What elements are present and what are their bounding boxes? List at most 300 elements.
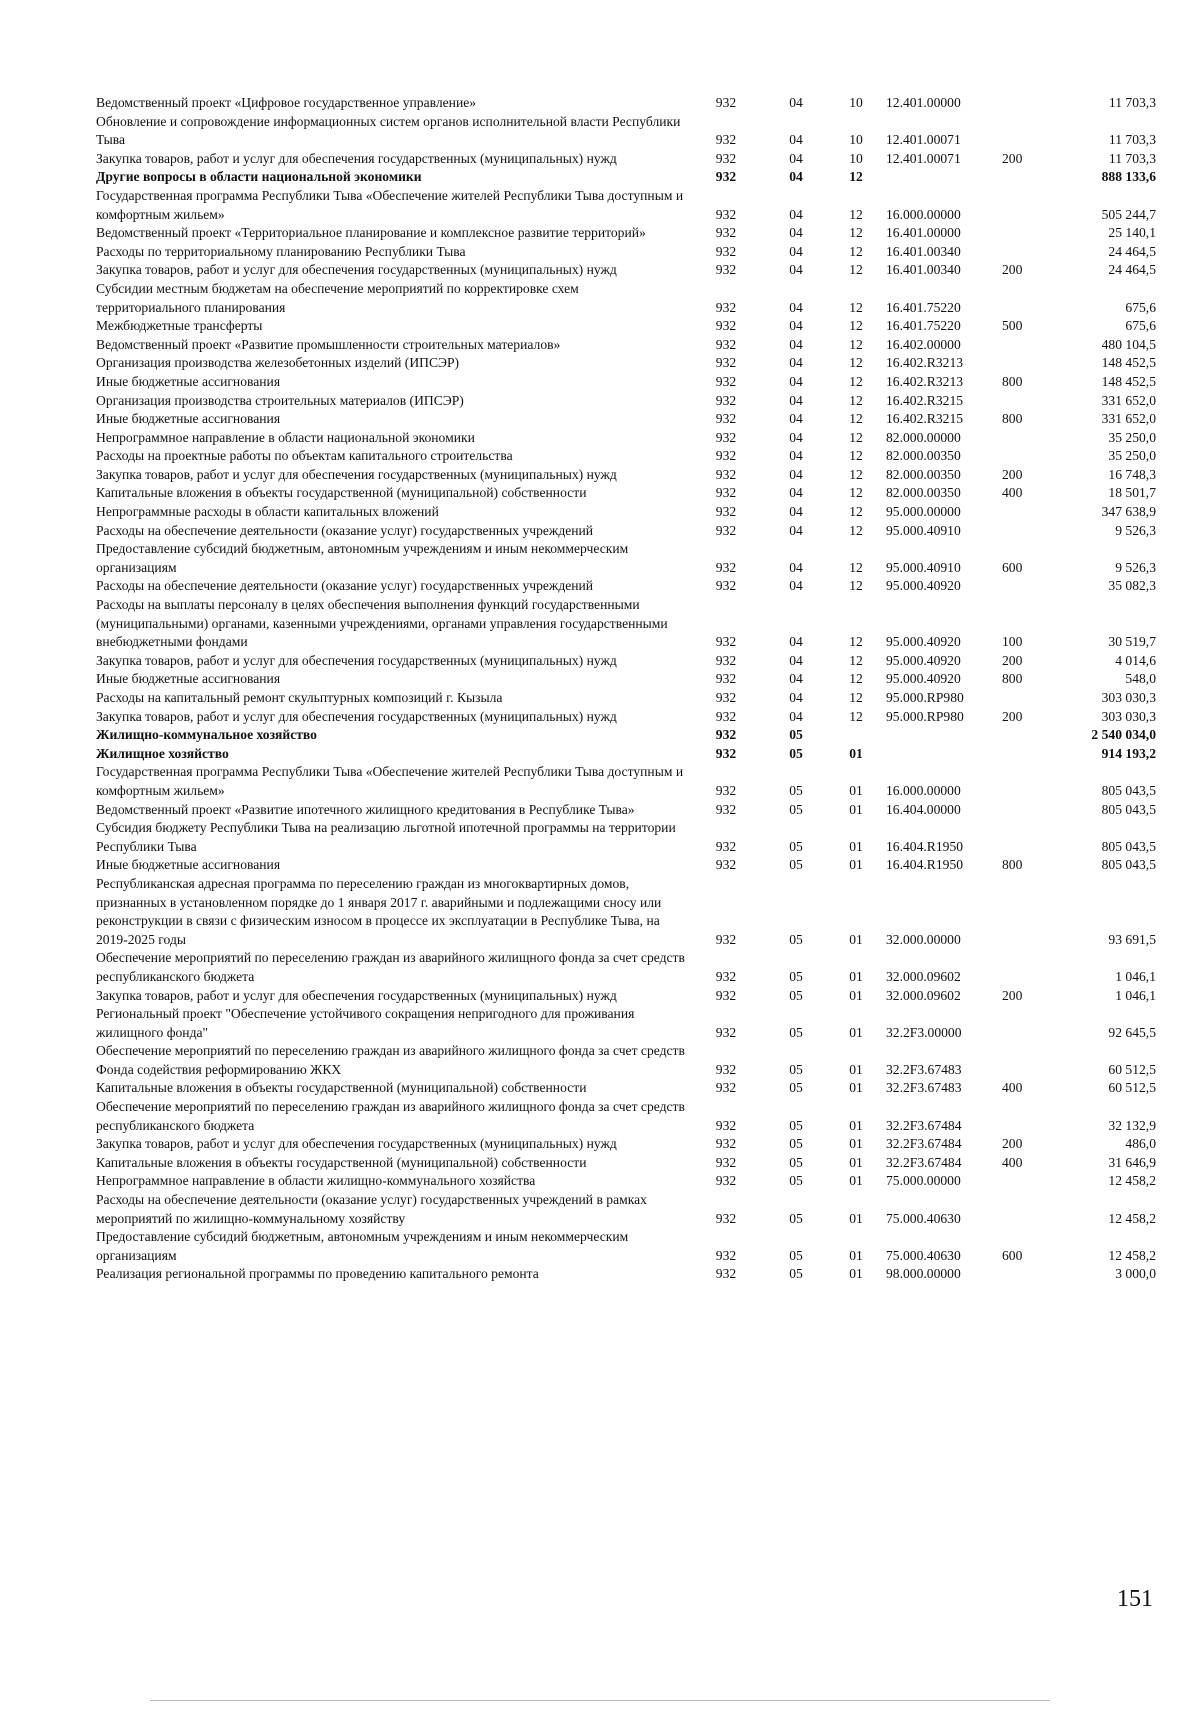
row-section: 04 [789, 708, 803, 724]
row-subsection: 12 [849, 559, 863, 575]
row-expense-type: 400 [1002, 1154, 1023, 1170]
row-name: Закупка товаров, работ и услуг для обеспечения государственных (муниципальных) нужд [96, 262, 617, 278]
row-name: Непрограммное направление в области национальной экономики [96, 429, 475, 445]
table-row [96, 522, 1156, 541]
row-section: 05 [789, 1117, 803, 1133]
row-subsection: 12 [849, 225, 863, 241]
row-target-article: 95.000.40920 [886, 652, 961, 668]
row-subsection: 12 [849, 522, 863, 538]
row-expense-type [1002, 392, 1062, 411]
row-section: 05 [789, 1173, 803, 1189]
row-name: Организация производства железобетонных изделий (ИПСЭР) [96, 355, 460, 371]
row-section: 04 [789, 299, 803, 315]
table-row [96, 280, 1156, 317]
row-ministry-code: 932 [715, 448, 737, 464]
row-target-article: 16.402.R3213 [886, 355, 964, 371]
row-name: Иные бюджетные ассигнования [96, 857, 281, 873]
row-name: Иные бюджетные ассигнования [96, 411, 281, 427]
table-row [96, 1042, 1156, 1079]
table-row [96, 577, 1156, 596]
row-name: Республиканская адресная программа по переселению граждан из многоквартирных домов, признанных в установленном порядке до 1 января 2017 г. аварийными и подлежащими сносу или реконструкции в связи с физическим износом в процессе их эксплуатации в Республике Тыва, на 2019-2025 годы [96, 875, 662, 947]
row-expense-type [1002, 801, 1062, 820]
table-row [96, 1172, 1156, 1191]
table-row [96, 243, 1156, 262]
row-expense-type [1002, 875, 1062, 949]
table-row [96, 1005, 1156, 1042]
row-expense-type: 800 [1002, 857, 1023, 873]
row-target-article [886, 726, 1002, 745]
row-amount: 3 000,0 [1115, 1266, 1156, 1282]
row-amount: 12 458,2 [1108, 1247, 1156, 1263]
table-row [96, 1228, 1156, 1265]
row-target-article: 16.402.R3213 [886, 373, 964, 389]
row-ministry-code: 932 [715, 355, 737, 371]
row-subsection: 12 [849, 318, 863, 334]
row-subsection: 12 [849, 392, 863, 408]
row-name: Иные бюджетные ассигнования [96, 671, 281, 687]
row-expense-type [1002, 243, 1062, 262]
row-section: 05 [789, 1266, 803, 1282]
row-ministry-code: 932 [715, 1080, 737, 1096]
row-name: Межбюджетные трансферты [96, 318, 263, 334]
table-row [96, 708, 1156, 727]
row-subsection: 01 [849, 838, 863, 854]
row-ministry-code: 932 [715, 987, 737, 1003]
row-subsection: 12 [849, 169, 863, 185]
row-section: 05 [789, 1024, 803, 1040]
row-ministry-code: 932 [715, 206, 737, 222]
row-section: 04 [789, 243, 803, 259]
row-name: Закупка товаров, работ и услуг для обеспечения государственных (муниципальных) нужд [96, 708, 617, 724]
row-amount: 331 652,0 [1101, 411, 1156, 427]
row-target-article: 95.000.40920 [886, 578, 961, 594]
row-ministry-code: 932 [715, 745, 737, 761]
row-target-article: 16.000.00000 [886, 206, 961, 222]
row-name: Расходы на проектные работы по объектам капитального строительства [96, 448, 513, 464]
row-name: Региональный проект "Обеспечение устойчивого сокращения непригодного для проживания жилищного фонда" [96, 1006, 635, 1040]
row-name: Иные бюджетные ассигнования [96, 373, 281, 389]
table-row [96, 336, 1156, 355]
row-subsection: 12 [849, 652, 863, 668]
row-target-article [886, 168, 1002, 187]
row-ministry-code: 932 [715, 373, 737, 389]
row-target-article: 16.404.R1950 [886, 838, 964, 854]
row-target-article: 32.2F3.67484 [886, 1154, 962, 1170]
row-subsection: 01 [849, 801, 863, 817]
row-amount: 12 458,2 [1108, 1173, 1156, 1189]
row-ministry-code: 932 [715, 336, 737, 352]
table-row [96, 670, 1156, 689]
row-name: Непрограммное направление в области жилищно-коммунального хозяйства [96, 1173, 536, 1189]
row-name: Государственная программа Республики Тыва «Обеспечение жителей Республики Тыва доступным и комфортным жильем» [96, 764, 684, 798]
row-amount: 35 082,3 [1108, 578, 1156, 594]
row-expense-type: 100 [1002, 634, 1023, 650]
row-name: Обновление и сопровождение информационных систем органов исполнительной власти Республики Тыва [96, 113, 681, 148]
row-subsection: 12 [849, 448, 863, 464]
row-ministry-code: 932 [715, 318, 737, 334]
row-subsection: 01 [849, 1210, 863, 1226]
row-section: 05 [789, 727, 803, 743]
table-row [96, 1191, 1156, 1228]
row-expense-type [1002, 1042, 1062, 1079]
row-expense-type: 800 [1002, 373, 1023, 389]
row-ministry-code: 932 [715, 411, 737, 427]
row-subsection: 12 [849, 243, 863, 259]
row-section: 05 [789, 857, 803, 873]
row-amount: 486,0 [1125, 1136, 1156, 1152]
row-section: 04 [789, 225, 803, 241]
row-expense-type [1002, 187, 1062, 224]
table-row [96, 652, 1156, 671]
row-expense-type [1002, 1265, 1062, 1284]
row-subsection: 10 [849, 150, 863, 166]
row-amount: 1 046,1 [1115, 968, 1156, 984]
row-expense-type [1002, 949, 1062, 986]
row-expense-type: 800 [1002, 411, 1023, 427]
table-row [96, 187, 1156, 224]
row-amount: 2 540 034,0 [1091, 727, 1156, 743]
row-name: Ведомственный проект «Развитие ипотечного жилищного кредитования в Республике Тыва» [96, 801, 635, 817]
table-row [96, 484, 1156, 503]
table-row [96, 596, 1156, 652]
row-section: 04 [789, 392, 803, 408]
row-ministry-code: 932 [715, 968, 737, 984]
row-ministry-code: 932 [715, 1247, 737, 1263]
row-target-article: 16.401.75220 [886, 318, 961, 334]
row-expense-type [1002, 224, 1062, 243]
row-name: Другие вопросы в области национальной экономики [96, 169, 422, 185]
row-subsection: 12 [849, 485, 863, 501]
row-section: 05 [789, 1080, 803, 1096]
row-section: 04 [789, 132, 803, 148]
row-ministry-code: 932 [715, 1210, 737, 1226]
row-ministry-code: 932 [715, 1173, 737, 1189]
row-subsection: 01 [849, 1173, 863, 1189]
row-target-article: 32.000.09602 [886, 968, 961, 984]
row-name: Ведомственный проект «Территориальное планирование и комплексное развитие территорий» [96, 225, 646, 241]
table-row [96, 503, 1156, 522]
row-target-article: 32.2F3.67483 [886, 1080, 962, 1096]
row-expense-type [1002, 354, 1062, 373]
row-section: 04 [789, 373, 803, 389]
row-section: 05 [789, 782, 803, 798]
row-expense-type [1002, 429, 1062, 448]
row-expense-type [1002, 1098, 1062, 1135]
row-amount: 148 452,5 [1101, 355, 1156, 371]
row-amount: 805 043,5 [1101, 857, 1156, 873]
row-target-article [886, 745, 1002, 764]
table-row [96, 354, 1156, 373]
table-row [96, 447, 1156, 466]
table-row [96, 113, 1156, 150]
row-section: 04 [789, 262, 803, 278]
row-amount: 888 133,6 [1101, 169, 1156, 185]
row-expense-type [1002, 503, 1062, 522]
row-name: Непрограммные расходы в области капитальных вложений [96, 504, 439, 520]
row-ministry-code: 932 [715, 429, 737, 445]
row-expense-type: 800 [1002, 671, 1023, 687]
row-expense-type: 200 [1002, 262, 1023, 278]
row-section: 04 [789, 485, 803, 501]
row-ministry-code: 932 [715, 485, 737, 501]
row-section: 04 [789, 504, 803, 520]
row-subsection: 12 [849, 373, 863, 389]
row-ministry-code: 932 [715, 169, 737, 185]
row-section: 04 [789, 448, 803, 464]
row-subsection: 01 [849, 782, 863, 798]
row-amount: 505 244,7 [1101, 206, 1156, 222]
row-subsection: 01 [849, 1024, 863, 1040]
row-subsection: 12 [849, 578, 863, 594]
row-ministry-code: 932 [715, 727, 737, 743]
row-amount: 675,6 [1125, 299, 1156, 315]
row-amount: 480 104,5 [1101, 336, 1156, 352]
row-expense-type [1002, 1172, 1062, 1191]
row-section: 04 [789, 522, 803, 538]
row-ministry-code: 932 [715, 243, 737, 259]
row-ministry-code: 932 [715, 801, 737, 817]
row-target-article: 95.000.40910 [886, 522, 961, 538]
row-ministry-code: 932 [715, 95, 737, 110]
row-amount: 11 703,3 [1108, 95, 1156, 110]
row-target-article: 16.402.R3215 [886, 392, 964, 408]
row-target-article: 16.402.R3215 [886, 411, 964, 427]
row-ministry-code: 932 [715, 1266, 737, 1282]
row-subsection: 12 [849, 504, 863, 520]
row-expense-type [1002, 168, 1062, 187]
row-section: 05 [789, 1247, 803, 1263]
row-section: 04 [789, 336, 803, 352]
row-expense-type: 400 [1002, 485, 1023, 501]
row-expense-type: 400 [1002, 1080, 1023, 1096]
table-row [96, 875, 1156, 949]
row-subsection: 01 [849, 968, 863, 984]
row-name: Организация производства строительных материалов (ИПСЭР) [96, 392, 464, 408]
row-subsection: 12 [849, 634, 863, 650]
row-expense-type [1002, 522, 1062, 541]
row-name: Субсидия бюджету Республики Тыва на реализацию льготной ипотечной программы на территории Республики Тыва [96, 820, 676, 854]
table-row [96, 540, 1156, 577]
row-target-article: 82.000.00350 [886, 466, 961, 482]
row-amount: 675,6 [1125, 318, 1156, 334]
table-row [96, 949, 1156, 986]
row-section: 04 [789, 652, 803, 668]
row-name: Обеспечение мероприятий по переселению граждан из аварийного жилищного фонда за счет средств республиканского бюджета [96, 950, 685, 984]
row-ministry-code: 932 [715, 504, 737, 520]
row-subsection: 12 [849, 262, 863, 278]
row-target-article: 16.404.R1950 [886, 857, 964, 873]
row-subsection: 01 [849, 931, 863, 947]
row-ministry-code: 932 [715, 262, 737, 278]
table-row [96, 392, 1156, 411]
row-name: Капитальные вложения в объекты государственной (муниципальной) собственности [96, 485, 587, 501]
row-ministry-code: 932 [715, 522, 737, 538]
table-row [96, 466, 1156, 485]
row-section: 05 [789, 1061, 803, 1077]
row-name: Капитальные вложения в объекты государственной (муниципальной) собственности [96, 1154, 587, 1170]
row-expense-type: 200 [1002, 466, 1023, 482]
row-ministry-code: 932 [715, 857, 737, 873]
row-target-article: 75.000.40630 [886, 1247, 961, 1263]
row-section: 05 [789, 1154, 803, 1170]
row-subsection: 01 [849, 745, 863, 761]
row-amount: 16 748,3 [1108, 466, 1156, 482]
row-subsection: 12 [849, 206, 863, 222]
row-subsection: 01 [849, 1136, 863, 1152]
row-name: Расходы по территориальному планированию Республики Тыва [96, 243, 466, 259]
row-target-article: 12.401.00000 [886, 95, 961, 110]
budget-table [96, 94, 1156, 1284]
row-section: 04 [789, 169, 803, 185]
row-section: 04 [789, 429, 803, 445]
row-subsection: 12 [849, 690, 863, 705]
row-target-article: 16.401.00340 [886, 262, 961, 278]
row-ministry-code: 932 [715, 1061, 737, 1077]
row-section: 04 [789, 355, 803, 371]
table-row [96, 1265, 1156, 1284]
row-subsection: 12 [849, 671, 863, 687]
table-row [96, 987, 1156, 1006]
table-row [96, 1098, 1156, 1135]
row-ministry-code: 932 [715, 392, 737, 408]
row-expense-type: 200 [1002, 652, 1023, 668]
row-target-article: 98.000.00000 [886, 1266, 961, 1282]
row-amount: 805 043,5 [1101, 801, 1156, 817]
row-amount: 805 043,5 [1101, 838, 1156, 854]
row-amount: 914 193,2 [1101, 745, 1156, 761]
row-ministry-code: 932 [715, 299, 737, 315]
row-amount: 9 526,3 [1115, 559, 1156, 575]
row-amount: 548,0 [1125, 671, 1156, 687]
row-ministry-code: 932 [715, 132, 737, 148]
row-section: 05 [789, 1210, 803, 1226]
row-target-article: 82.000.00350 [886, 485, 961, 501]
row-subsection: 12 [849, 355, 863, 371]
row-subsection: 01 [849, 857, 863, 873]
row-target-article: 32.2F3.67484 [886, 1136, 962, 1152]
row-ministry-code: 932 [715, 225, 737, 241]
row-section: 04 [789, 690, 803, 705]
page-number: 151 [1117, 1586, 1153, 1612]
row-section: 05 [789, 745, 803, 761]
row-section: 04 [789, 411, 803, 427]
row-section: 04 [789, 634, 803, 650]
row-target-article: 16.402.00000 [886, 336, 961, 352]
row-target-article: 16.401.75220 [886, 299, 961, 315]
row-ministry-code: 932 [715, 838, 737, 854]
row-section: 04 [789, 671, 803, 687]
row-amount: 24 464,5 [1108, 243, 1156, 259]
row-name: Капитальные вложения в объекты государственной (муниципальной) собственности [96, 1080, 587, 1096]
row-expense-type: 200 [1002, 150, 1023, 166]
row-section: 04 [789, 206, 803, 222]
row-name: Расходы на обеспечение деятельности (оказание услуг) государственных учреждений [96, 578, 594, 594]
row-subsection: 01 [849, 1061, 863, 1077]
table-row [96, 410, 1156, 429]
row-section: 05 [789, 968, 803, 984]
row-amount: 331 652,0 [1101, 392, 1156, 408]
table-row [96, 801, 1156, 820]
row-ministry-code: 932 [715, 1117, 737, 1133]
row-expense-type: 200 [1002, 1136, 1023, 1152]
row-ministry-code: 932 [715, 652, 737, 668]
row-section: 05 [789, 1136, 803, 1152]
table-row [96, 1154, 1156, 1173]
row-expense-type [1002, 1005, 1062, 1042]
row-amount: 30 519,7 [1108, 634, 1156, 650]
row-name: Государственная программа Республики Тыва «Обеспечение жителей Республики Тыва доступным и комфортным жильем» [96, 187, 684, 222]
scan-edge-line [150, 1700, 1050, 1701]
row-section: 04 [789, 578, 803, 594]
row-name: Ведомственный проект «Развитие промышленности строительных материалов» [96, 336, 561, 352]
row-target-article: 95.000.00000 [886, 504, 961, 520]
row-expense-type [1002, 819, 1062, 856]
table-row [96, 317, 1156, 336]
row-amount: 60 512,5 [1108, 1080, 1156, 1096]
row-amount: 4 014,6 [1115, 652, 1156, 668]
row-name: Расходы на обеспечение деятельности (оказание услуг) государственных учреждений [96, 522, 594, 538]
row-target-article: 95.000.40910 [886, 559, 961, 575]
row-target-article: 16.404.00000 [886, 801, 961, 817]
row-amount: 148 452,5 [1101, 373, 1156, 389]
row-name: Предоставление субсидий бюджетным, автономным учреждениям и иным некоммерческим организациям [96, 541, 629, 575]
table-row [96, 689, 1156, 708]
row-amount: 93 691,5 [1108, 931, 1156, 947]
row-target-article: 95.000.40920 [886, 671, 961, 687]
table-row [96, 168, 1156, 187]
row-ministry-code: 932 [715, 466, 737, 482]
row-target-article: 95.000.RP980 [886, 690, 964, 705]
row-amount: 347 638,9 [1101, 504, 1156, 520]
row-name: Обеспечение мероприятий по переселению граждан из аварийного жилищного фонда за счет средств Фонда содействия реформированию ЖКХ [96, 1043, 685, 1077]
row-section: 05 [789, 801, 803, 817]
row-expense-type [1002, 447, 1062, 466]
row-amount: 805 043,5 [1101, 782, 1156, 798]
row-name: Закупка товаров, работ и услуг для обеспечения государственных (муниципальных) нужд [96, 652, 617, 668]
table-row [96, 745, 1156, 764]
row-subsection: 12 [849, 708, 863, 724]
row-target-article: 16.401.00340 [886, 243, 961, 259]
row-subsection: 12 [849, 299, 863, 315]
row-ministry-code: 932 [715, 1024, 737, 1040]
row-expense-type [1002, 689, 1062, 708]
row-amount: 35 250,0 [1108, 448, 1156, 464]
row-name: Субсидии местным бюджетам на обеспечение мероприятий по корректировке схем территориального планирования [96, 280, 579, 315]
row-target-article: 16.000.00000 [886, 782, 961, 798]
row-expense-type [1002, 336, 1062, 355]
row-name: Закупка товаров, работ и услуг для обеспечения государственных (муниципальных) нужд [96, 1136, 617, 1152]
row-target-article: 75.000.40630 [886, 1210, 961, 1226]
row-amount: 11 703,3 [1108, 132, 1156, 148]
row-name: Ведомственный проект «Цифровое государственное управление» [96, 95, 477, 110]
row-ministry-code: 932 [715, 708, 737, 724]
row-ministry-code: 932 [715, 150, 737, 166]
row-subsection: 01 [849, 1080, 863, 1096]
row-target-article: 12.401.00071 [886, 132, 961, 148]
table-row [96, 856, 1156, 875]
row-amount: 25 140,1 [1108, 225, 1156, 241]
row-subsection: 10 [849, 132, 863, 148]
row-expense-type [1002, 280, 1062, 317]
row-subsection: 01 [849, 1266, 863, 1282]
row-section: 05 [789, 838, 803, 854]
table-row [96, 150, 1156, 169]
row-expense-type [1002, 726, 1062, 745]
row-expense-type [1002, 763, 1062, 800]
row-name: Закупка товаров, работ и услуг для обеспечения государственных (муниципальных) нужд [96, 987, 617, 1003]
row-amount: 92 645,5 [1108, 1024, 1156, 1040]
row-expense-type [1002, 1191, 1062, 1228]
